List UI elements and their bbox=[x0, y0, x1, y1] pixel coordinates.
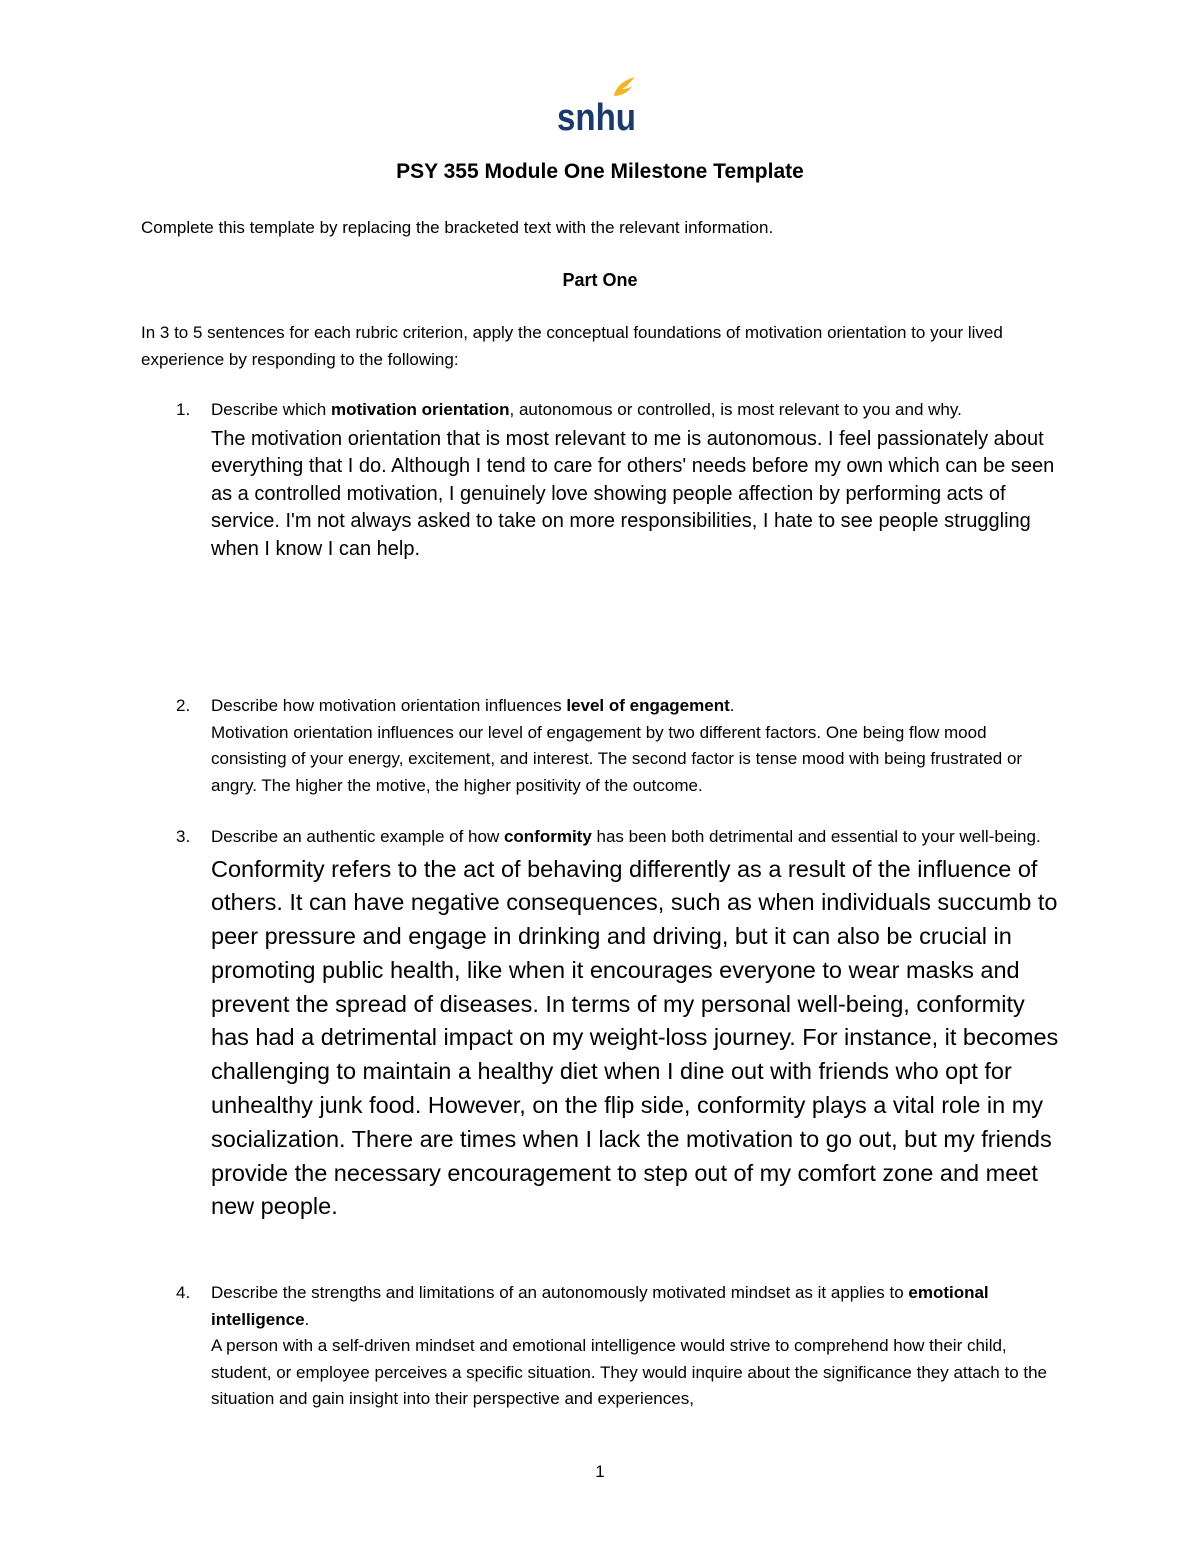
prompt-keyword: level of engagement bbox=[566, 696, 730, 715]
document-title: PSY 355 Module One Milestone Template bbox=[396, 160, 804, 183]
item-number: 2. bbox=[176, 696, 191, 715]
snhu-logo-graphic bbox=[556, 76, 638, 139]
list-item bbox=[141, 824, 1061, 1224]
item-number: 4. bbox=[176, 1283, 191, 1302]
prompt-text: Describe how motivation orientation influences bbox=[211, 696, 567, 715]
flame-icon bbox=[614, 77, 635, 96]
item-prompt bbox=[211, 824, 1061, 851]
item-answer: Motivation orientation influences our level of engagement by two different factors. One being flow mood consisting of your energy, excitement, and interest. The second factor is tense mood with being frustrated or angry. The higher the motive, the higher positivity of the outcome. bbox=[211, 722, 1023, 795]
list-item bbox=[141, 1280, 1061, 1413]
lead-paragraph: In 3 to 5 sentences for each rubric criterion, apply the conceptual foundations of motivation orientation to your lived experience by responding to the following: bbox=[141, 323, 1003, 369]
page-number: 1 bbox=[595, 1462, 605, 1481]
logo-wordmark: snhu bbox=[557, 97, 636, 139]
item-number: 1. bbox=[176, 400, 191, 419]
item-answer: A person with a self-driven mindset and emotional intelligence would strive to comprehend how their child, student, or employee perceives a specific situation. They would inquire about the significance they attach to the situation and gain insight into their perspective and experiences, bbox=[211, 1336, 1048, 1408]
item-answer: Conformity refers to the act of behaving differently as a result of the influence of others. It can have negative consequences, such as when individuals succumb to peer pressure and engage in drinking and driving, but it can also be crucial in promoting public health, like when it encourages everyone to wear masks and prevent the spread of diseases. In terms of my personal well-being, conformity has had a detrimental impact on my weight-loss journey. For instance, it becomes challenging to maintain a healthy diet when I dine out with friends who opt for unhealthy junk food. However, on the flip side, conformity plays a vital role in my socialization. There are times when I lack the motivation to go out, but my friends provide the necessary encouragement to step out of my comfort zone and meet new people. bbox=[211, 855, 1059, 1220]
part-heading: Part One bbox=[562, 270, 638, 290]
item-answer: The motivation orientation that is most relevant to me is autonomous. I feel passionately about everything that I do. Although I tend to care for others' needs before my own which can be seen as a controlled motivation, I genuinely love showing people affection by performing acts of service. I'm not always asked to take on more responsibilities, I hate to see people struggling when I know I can help. bbox=[211, 427, 1055, 560]
item-prompt bbox=[211, 1280, 1061, 1333]
prompt-keyword: emotional intelligence bbox=[211, 1283, 989, 1329]
item-prompt bbox=[211, 397, 1061, 424]
snhu-logo bbox=[556, 76, 638, 139]
list-item bbox=[141, 693, 1061, 799]
prompt-keyword: conformity bbox=[503, 827, 592, 846]
prompt-text: . bbox=[304, 1309, 310, 1329]
prompt-text: Describe an authentic example of how bbox=[211, 827, 504, 846]
instructions-text: Complete this template by replacing the bracketed text with the relevant information. bbox=[141, 218, 774, 237]
prompt-text: Describe which bbox=[211, 400, 331, 419]
prompt-text: has been both detrimental and essential to your well-being. bbox=[591, 827, 1041, 846]
item-number: 3. bbox=[176, 827, 191, 846]
prompt-text: , autonomous or controlled, is most relevant to you and why. bbox=[509, 400, 962, 419]
item-prompt bbox=[211, 693, 1061, 720]
prompt-text: . bbox=[729, 696, 735, 715]
prompt-text: Describe the strengths and limitations of an autonomously motivated mindset as it applies to bbox=[211, 1283, 909, 1302]
list-item bbox=[141, 397, 1061, 563]
prompt-keyword: motivation orientation bbox=[331, 400, 510, 419]
